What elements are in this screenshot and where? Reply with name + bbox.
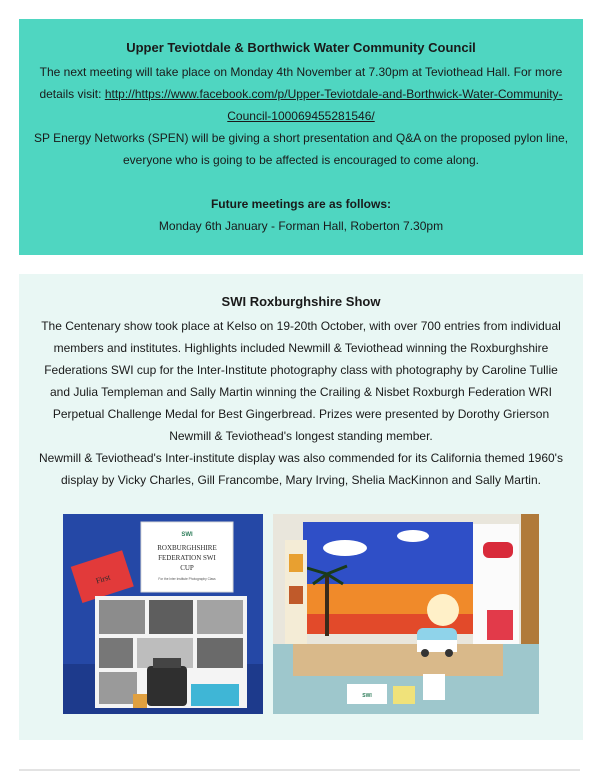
card-line-1: ROXBURGHSHIRE — [157, 544, 217, 552]
future-meeting-item: Monday 6th January - Forman Hall, Roberton 7.30pm — [158, 219, 444, 233]
future-meetings-heading: Future meetings are as follows: — [210, 197, 392, 211]
meeting-details — [33, 61, 569, 127]
spen-notice: SP Energy Networks (SPEN) will be giving a short presentation and Q&A on the proposed pylon line, everyone who is going to be affected is encouraged to come along. — [33, 131, 569, 167]
california-display-image — [273, 514, 539, 714]
california-display-photo — [273, 514, 539, 714]
photography-display-image — [63, 514, 263, 714]
swi-paragraph-2: Newmill & Teviothead's Inter-institute display was also commended for its California themed 1960's display by Vicky Charles, Gill Francombe, Mary Irving, Shelia MacKinnon and Sally Martin. — [39, 451, 563, 487]
swi-show-title: SWI Roxburghshire Show — [221, 294, 381, 309]
community-council-title: Upper Teviotdale & Borthwick Water Community Council — [126, 40, 476, 55]
card-small-text: For the Inter Institute Photography Class — [158, 577, 216, 581]
facebook-link[interactable]: http://https://www.facebook.com/p/Upper-Teviotdale-and-Borthwick-Water-Community-Council-100069455281546/ — [104, 87, 563, 123]
card-line-3: CUP — [180, 564, 194, 572]
card-line-2: FEDERATION SWI — [158, 554, 216, 562]
community-council-card — [19, 19, 583, 255]
swi-card-label: SWI — [362, 693, 372, 699]
spacer — [33, 171, 569, 193]
swi-paragraph-1: The Centenary show took place at Kelso on 19-20th October, with over 700 entries from individual members and institutes. Highlights included Newmill & Teviothead winning the Roxburghshire Federations SWI cup for the Inter-Institute photography class with photography by Caroline Tullie and Julia Templeman and Sally Martin winning the Crailing & Nisbet Roxburgh Federation WRI Perpetual Challenge Medal for Best Gingerbread. Prizes were presented by Dorothy Grierson Newmill & Teviothead's longest standing member. — [41, 319, 561, 443]
first-prize-text: First — [94, 572, 112, 586]
photography-display-photo — [63, 514, 263, 714]
section-divider — [19, 769, 580, 771]
photo-row — [63, 514, 539, 714]
swi-logo-text: SWI — [181, 532, 193, 538]
meeting-text: The next meeting will take place on Monday 4th November at 7.30pm at Teviothead Hall. For more details visit: — [39, 65, 563, 101]
swi-show-card — [19, 274, 583, 740]
